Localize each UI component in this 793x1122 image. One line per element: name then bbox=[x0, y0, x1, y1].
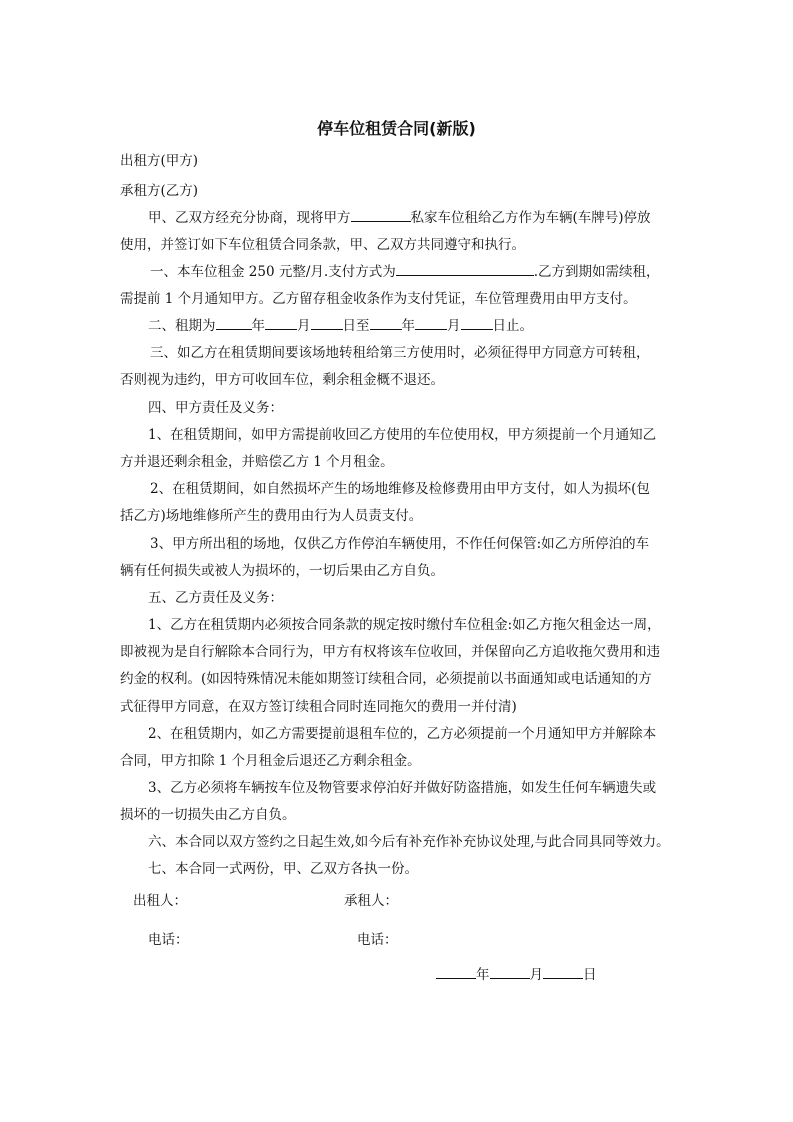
clause-5-item-1-line-1: 1、乙方在租赁期内必须按合同条款的规定按时缴付车位租金:如乙方拖欠租金达一周， bbox=[148, 617, 661, 633]
clause-6-line: 六、本合同以双方签约之日起生效,如今后有补充作补充协议处理,与此合同具同等效力。 bbox=[148, 834, 670, 850]
clause-4-item-3-line-1: 3、甲方所出租的场地，仅供乙方作停泊车辆使用，不作任何保管:如乙方所停泊的车 bbox=[150, 536, 650, 552]
start-month-label: 月 bbox=[297, 318, 311, 334]
clause-4-item-2-line-2: 括乙方)场地维修所产生的费用由行为人员责支付。 bbox=[120, 508, 423, 524]
end-day-label: 日止。 bbox=[492, 318, 533, 334]
clause-2-text: 二、租期为 bbox=[148, 318, 216, 334]
clause-1-text-b: .乙方到期如需续租， bbox=[533, 264, 660, 280]
end-month-blank bbox=[415, 316, 447, 330]
start-year-blank bbox=[216, 316, 252, 330]
signing-date bbox=[436, 963, 597, 983]
clause-4-heading: 四、甲方责任及义务： bbox=[148, 400, 283, 416]
lessee-signature-label: 承租人： bbox=[344, 893, 398, 909]
clause-5-heading: 五、乙方责任及义务： bbox=[148, 590, 283, 606]
intro-line-2: 使用，并签订如下车位租赁合同条款，甲、乙双方共同遵守和执行。 bbox=[120, 237, 525, 253]
sign-month-label: 月 bbox=[529, 967, 543, 983]
clause-1-text-a: 一、本车位租金 250 元整/月.支付方式为 bbox=[150, 264, 396, 280]
clause-1-line-1 bbox=[150, 262, 660, 282]
clause-4-item-1-line-1: 1、在租赁期间，如甲方需提前收回乙方使用的车位使用权，甲方须提前一个月通知乙 bbox=[148, 427, 657, 443]
document-title: 停车位租赁合同(新版) bbox=[317, 119, 476, 138]
clause-4-item-3-line-2: 辆有任何损失或被人为损坏的，一切后果由乙方自负。 bbox=[120, 563, 444, 579]
lessor-signature-label: 出租人： bbox=[133, 893, 187, 909]
intro-text-b: 私家车位租给乙方作为车辆(车牌号)停放 bbox=[410, 210, 651, 226]
clause-3-line-1: 三、如乙方在租赁期间要该场地转租给第三方使用时，必须征得甲方同意方可转租， bbox=[150, 345, 650, 361]
end-day-blank bbox=[461, 316, 493, 330]
end-year-label: 年 bbox=[401, 318, 415, 334]
lessor-phone-label: 电话： bbox=[148, 932, 189, 948]
sign-day-blank bbox=[543, 965, 583, 979]
clause-3-line-2: 否则视为违约，甲方可收回车位，剩余租金概不退还。 bbox=[120, 372, 444, 388]
clause-5-item-3-line-1: 3、乙方必须将车辆按车位及物管要求停泊好并做好防盗措施，如发生任何车辆遗失或 bbox=[148, 780, 657, 796]
sign-month-blank bbox=[490, 965, 530, 979]
lessee-phone-label: 电话： bbox=[357, 932, 398, 948]
clause-2-line bbox=[148, 316, 533, 336]
clause-5-item-1-line-4: 式征得甲方同意，在双方签订续租合同时连同拖欠的费用一并付清) bbox=[120, 699, 517, 715]
sign-year-label: 年 bbox=[476, 967, 490, 983]
start-month-blank bbox=[265, 316, 297, 330]
clause-4-item-1-line-2: 方并退还剩余租金，并赔偿乙方 1 个月租金。 bbox=[120, 454, 394, 470]
clause-5-item-1-line-3: 约金的权利。(如因特殊情况未能如期签订续租合同，必须提前以书面通知或电话通知的方 bbox=[120, 671, 652, 687]
clause-4-item-2-line-1: 2、在租赁期间，如自然损坏产生的场地维修及检修费用由甲方支付，如人为损坏(包 bbox=[150, 481, 650, 497]
owner-blank bbox=[351, 208, 411, 222]
start-day-blank bbox=[311, 316, 343, 330]
intro-text-a: 甲、乙双方经充分协商，现将甲方 bbox=[148, 210, 351, 226]
clause-5-item-1-line-2: 即被视为是自行解除本合同行为，甲方有权将该车位收回，并保留向乙方追收拖欠费用和违 bbox=[120, 644, 660, 660]
sign-year-blank bbox=[436, 965, 476, 979]
clause-7-line: 七、本合同一式两份，甲、乙双方各执一份。 bbox=[148, 861, 418, 877]
sign-day-label: 日 bbox=[583, 967, 597, 983]
clause-1-line-2: 需提前 1 个月通知甲方。乙方留存租金收条作为支付凭证，车位管理费用由甲方支付。 bbox=[120, 291, 637, 307]
end-year-blank bbox=[370, 316, 402, 330]
start-day-label: 日至 bbox=[342, 318, 370, 334]
lessor-party-line: 出租方(甲方) bbox=[120, 153, 199, 169]
clause-5-item-3-line-2: 损坏的一切损失由乙方自负。 bbox=[120, 807, 296, 823]
payment-method-blank bbox=[396, 262, 534, 276]
clause-5-item-2-line-2: 合同，甲方扣除 1 个月租金后退还乙方剩余租金。 bbox=[120, 753, 421, 769]
intro-line-1 bbox=[148, 208, 651, 228]
lessee-party-line: 承租方(乙方) bbox=[120, 183, 199, 199]
clause-5-item-2-line-1: 2、在租赁期内，如乙方需要提前退租车位的，乙方必须提前一个月通知甲方并解除本 bbox=[148, 726, 657, 742]
start-year-label: 年 bbox=[251, 318, 265, 334]
end-month-label: 月 bbox=[447, 318, 461, 334]
